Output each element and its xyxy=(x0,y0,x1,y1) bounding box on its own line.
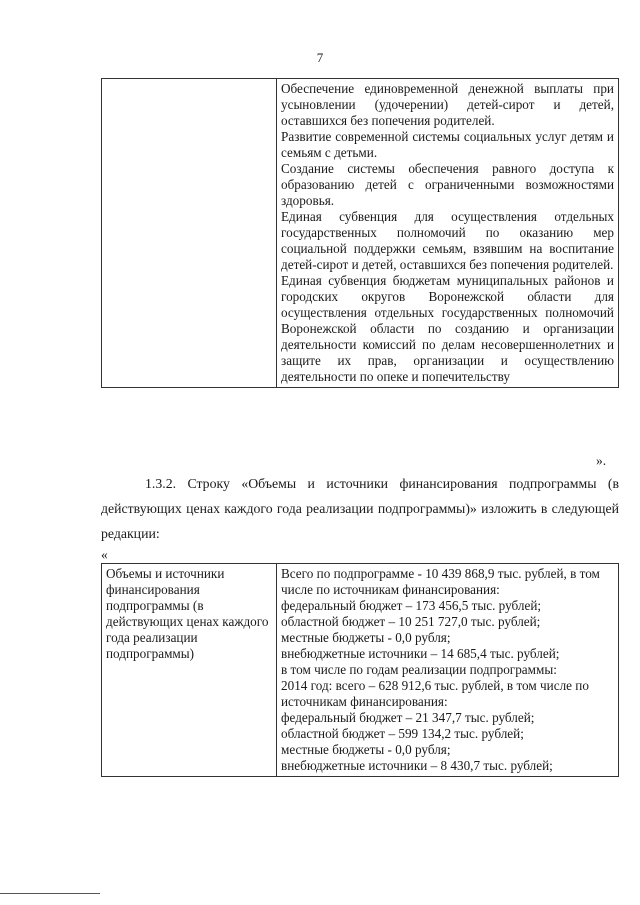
measure-item: Создание системы обеспечения равного доступа к образованию детей с ограниченными возможностями здоровья. xyxy=(281,161,614,208)
measure-item: Единая субвенция для осуществления отдельных государственных полномочий по оказанию мер социальной поддержки семьям, взявшим на воспитание детей-сирот и детей, оставшихся без попечения родителей. xyxy=(281,209,614,272)
measure-item: Единая субвенция бюджетам муниципальных районов и городских округов Воронежской области для осуществления отдельных государственных полномочий Воронежской области по созданию и организации деятельности комиссий по делам несовершеннолетних и защите их прав, организации и осуществлению деятельности по опеке и попечительству xyxy=(281,273,614,384)
funding-line: Всего по подпрограмме - 10 439 868,9 тыс. рублей, в том числе по источникам финансирования: xyxy=(281,566,600,597)
funding-line: областной бюджет – 599 134,2 тыс. рублей; xyxy=(281,726,524,741)
opening-quote: « xyxy=(101,547,108,562)
funding-line: федеральный бюджет – 173 456,5 тыс. рублей; xyxy=(281,598,542,613)
amendment-paragraph: 1.3.2. Строку «Объемы и источники финансирования подпрограммы (в действующих ценах каждого года реализации подпрограммы)» изложить в следующей редакции: xyxy=(101,476,619,541)
table-row xyxy=(102,564,619,777)
measures-table xyxy=(101,78,619,388)
funding-values-cell xyxy=(277,564,619,777)
table-row xyxy=(102,79,619,388)
measure-item: Развитие современной системы социальных услуг детям и семьям с детьми. xyxy=(281,129,614,160)
page-number: 7 xyxy=(316,50,324,65)
funding-line: внебюджетные источники – 14 685,4 тыс. рублей; xyxy=(281,646,560,661)
closing-quote: ». xyxy=(596,453,607,468)
funding-table xyxy=(101,563,619,777)
funding-line: 2014 год: всего – 628 912,6 тыс. рублей, в том числе по источникам финансирования: xyxy=(281,678,589,709)
measure-item: Обеспечение единовременной денежной выплаты при усыновлении (удочерении) детей-сирот и детей, оставшихся без попечения родителей. xyxy=(281,81,614,128)
table-right-cell xyxy=(277,79,619,388)
funding-line: федеральный бюджет – 21 347,7 тыс. рублей; xyxy=(281,710,535,725)
funding-line: в том числе по годам реализации подпрограммы: xyxy=(281,662,557,677)
funding-line: внебюджетные источники – 8 430,7 тыс. рублей; xyxy=(281,758,553,773)
funding-line: областной бюджет – 10 251 727,0 тыс. рублей; xyxy=(281,614,541,629)
funding-line: местные бюджеты - 0,0 рубля; xyxy=(281,742,451,757)
funding-label-cell: Объемы и источники финансирования подпрограммы (в действующих ценах каждого года реализации подпрограммы) xyxy=(102,564,277,777)
footnote-divider xyxy=(0,893,100,894)
table-left-cell xyxy=(102,79,277,388)
funding-line: местные бюджеты - 0,0 рубля; xyxy=(281,630,451,645)
